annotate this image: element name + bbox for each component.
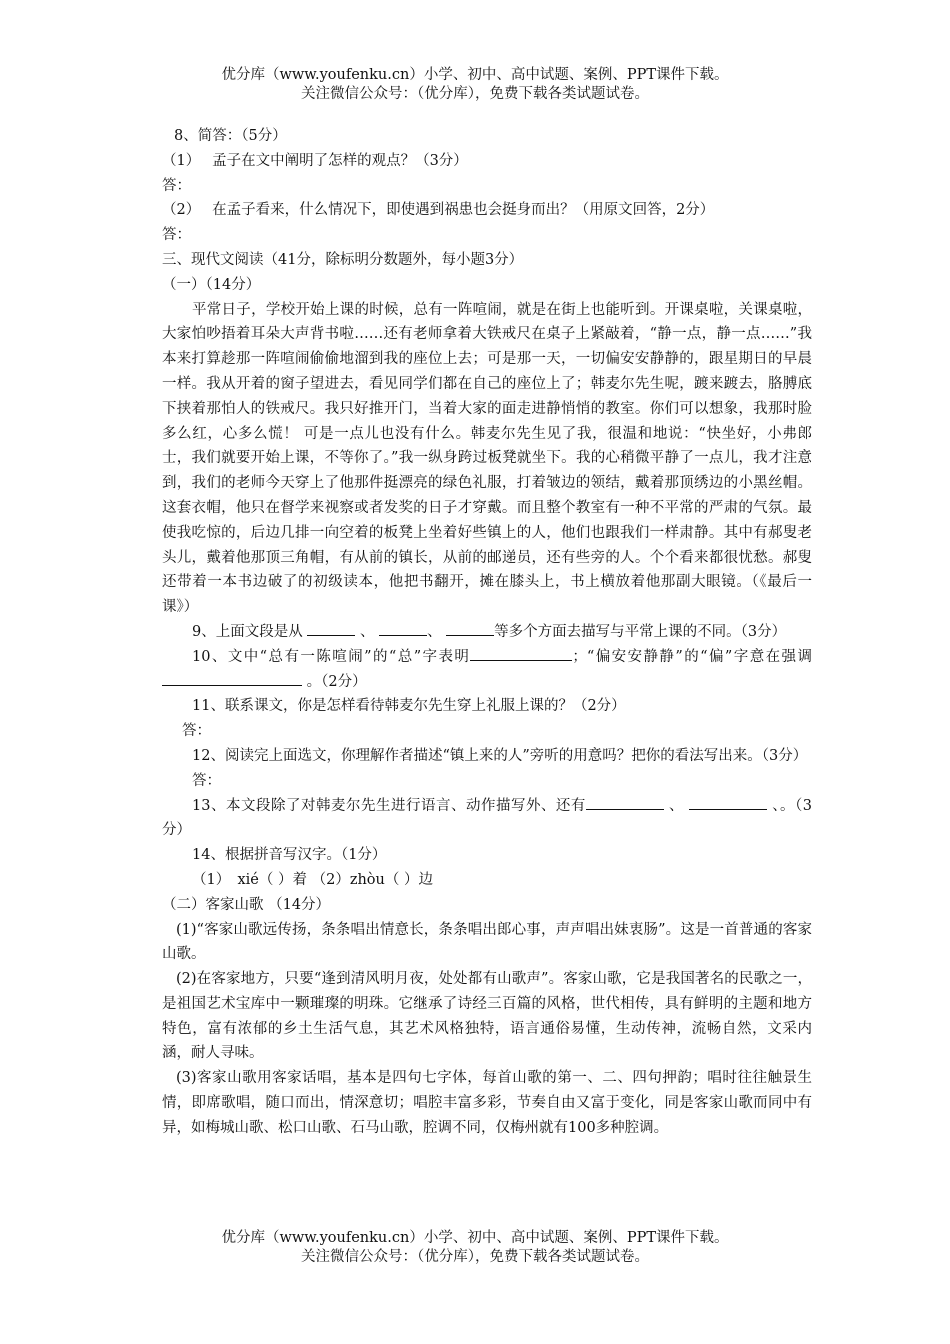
footer-line-2: 关注微信公众号：（优分库），免费下载各类试题试卷。 bbox=[301, 1249, 649, 1265]
q13-suffix: 。（3分） bbox=[162, 797, 812, 839]
q12-answer: 答： bbox=[192, 772, 221, 789]
q9-blank-1[interactable] bbox=[307, 620, 355, 636]
q14-pinyin-line: （1） xié（ ）着 （2）zhòu（ ）边 bbox=[192, 871, 433, 888]
question-12: 12、阅读完上面选文，你理解作者描述“镇上来的人”旁听的用意吗？把你的看法写出来。（3分） bbox=[192, 747, 808, 764]
q13-end: 、 bbox=[772, 797, 781, 814]
q9-suffix: 等多个方面去描写与平常上课的不同。（3分） bbox=[494, 623, 787, 640]
question-14: 14、根据拼音写汉字。（1分） bbox=[192, 847, 387, 864]
q9-sep-1: 、 bbox=[359, 623, 375, 640]
q9-prefix: 9、上面文段是从 bbox=[192, 623, 303, 640]
q10-blank-1[interactable] bbox=[470, 645, 572, 661]
q8-sub1: （1） 孟子在文中阐明了怎样的观点？（3分） bbox=[162, 152, 468, 169]
exam-content bbox=[162, 124, 812, 1141]
q13-blank-2[interactable] bbox=[689, 794, 767, 810]
q8-answer1: 答： bbox=[162, 177, 191, 194]
question-10 bbox=[162, 645, 812, 695]
q9-blank-2[interactable] bbox=[379, 620, 427, 636]
q10-prefix: 10、文中“总有一陈喧闹”的“总”字表明 bbox=[192, 648, 471, 665]
footer-line-1: 优分库（www.youfenku.cn）小学、初中、高中试题、案例、PPT课件下载。 bbox=[221, 1230, 729, 1246]
header-line-1: 优分库（www.youfenku.cn）小学、初中、高中试题、案例、PPT课件下载。 bbox=[221, 67, 729, 83]
q8-title: 8、简答：（5分） bbox=[174, 128, 287, 144]
question-9 bbox=[162, 620, 812, 645]
page-footer bbox=[0, 1229, 950, 1267]
hakka-paragraph-1: (1)“客家山歌远传扬，条条唱出情意长，条条唱出郎心事，声声唱出妹衷肠”。这是一首普通的客家山歌。 bbox=[162, 921, 812, 963]
q13-sep: 、 bbox=[669, 797, 685, 814]
header-line-2: 关注微信公众号：（优分库），免费下载各类试题试卷。 bbox=[301, 86, 649, 102]
q13-blank-1[interactable] bbox=[586, 794, 664, 810]
hakka-paragraph-2: (2)在客家地方，只要“逢到清风明月夜，处处都有山歌声”。客家山歌，它是我国著名的民歌之一，是祖国艺术宝库中一颗璀璨的明珠。它继承了诗经三百篇的风格，世代相传，具有鲜明的主题和地方特色，富有浓郁的乡土生活气息，其艺术风格独特，语言通俗易懂，生动传神，流畅自然，文采内涵，耐人寻味。 bbox=[162, 971, 812, 1062]
q9-blank-3[interactable] bbox=[446, 620, 494, 636]
hakka-paragraph-3: (3)客家山歌用客家话唱，基本是四句七字体，每首山歌的第一、二、四句押韵；唱时往往触景生情，即席歌唱，随口而出，情深意切；唱腔丰富多彩，节奏自由又富于变化，同是客家山歌而同中有异，如梅城山歌、松口山歌、石马山歌，腔调不同，仅梅州就有100多种腔调。 bbox=[162, 1070, 812, 1136]
part1-title: （一）（14分） bbox=[162, 276, 261, 293]
question-11: 11、联系课文，你是怎样看待韩麦尔先生穿上礼服上课的？（2分） bbox=[192, 698, 626, 715]
q10-blank-2[interactable] bbox=[162, 670, 302, 686]
q10-suffix: 。（2分） bbox=[306, 673, 367, 690]
part2-title: （二）客家山歌 （14分） bbox=[162, 896, 331, 913]
section3-title: 三、现代文阅读（41分，除标明分数题外，每小题3分） bbox=[162, 251, 524, 268]
passage-last-lesson: 平常日子，学校开始上课的时候，总有一阵喧闹，就是在街上也能听到。开课桌啦，关课桌啦，大家怕吵捂着耳朵大声背书啦……还有老师拿着大铁戒尺在桌子上紧敲着，“静一点，静一点……”我本来打算趁那一阵喧闹偷偷地溜到我的座位上去；可是那一天，一切偏安安静静的，跟星期日的早晨一样。我从开着的窗子望进去，看见同学们都在自己的座位上了；韩麦尔先生呢，踱来踱去，胳膊底下挟着那怕人的铁戒尺。我只好推开门，当着大家的面走进静悄悄的教室。你们可以想象，我那时脸多么红，心多么慌！ 可是一点儿也没有什么。韩麦尔先生见了我，很温和地说：“快坐好，小弗郎士，我们就要开始上课，不等你了。”我一纵身跨过板凳就坐下。我的心稍微平静了一点儿，我才注意到，我们的老师今天穿上了他那件挺漂亮的绿色礼服，打着皱边的领结，戴着那顶绣边的小黑丝帽。这套衣帽，他只在督学来视察或者发奖的日子才穿戴。而且整个教室有一种不平常的严肃的气氛。最使我吃惊的，后边几排一向空着的板凳上坐着好些镇上的人，他们也跟我们一样肃静。其中有郝叟老头儿，戴着他那顶三角帽，有从前的镇长，从前的邮递员，还有些旁的人。个个看来都很忧愁。郝叟还带着一本书边破了的初级读本，他把书翻开，摊在膝头上，书上横放着他那副大眼镜。（《最后一课》） bbox=[162, 301, 812, 616]
q10-middle: ；“偏安安静静”的“偏”字意在强调 bbox=[572, 648, 812, 665]
q11-answer: 答： bbox=[182, 723, 211, 740]
q13-prefix: 13、本文段除了对韩麦尔先生进行语言、动作描写外、还有 bbox=[192, 797, 586, 814]
q8-sub2: （2） 在孟子看来，什么情况下，即使遇到祸患也会挺身而出？（用原文回答，2分） bbox=[162, 202, 715, 219]
q9-sep-2: 、 bbox=[427, 623, 442, 640]
question-13 bbox=[162, 794, 812, 844]
page-header bbox=[0, 66, 950, 104]
q8-answer2: 答： bbox=[162, 227, 191, 244]
